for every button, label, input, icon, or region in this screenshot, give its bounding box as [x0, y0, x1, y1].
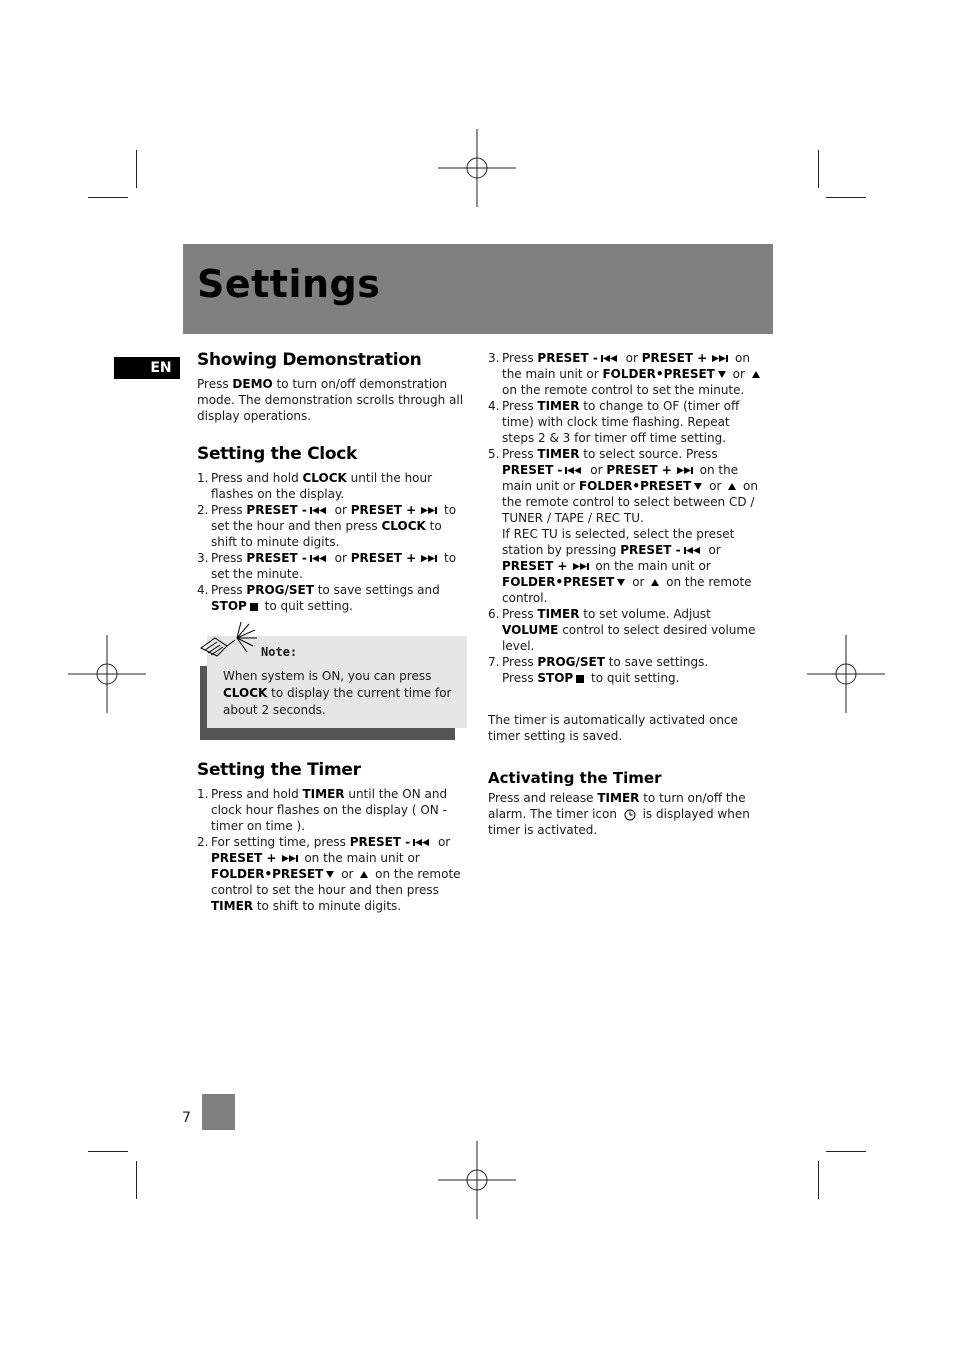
right-column	[488, 350, 763, 838]
left-column	[197, 352, 469, 914]
list-item: 2. For setting time, press PRESET - or PRESET + on the main unit or FOLDER•PRESET or on the remote control to set the hour and then press TIMER to shift to minute digits.	[197, 835, 461, 913]
up-arrow-icon	[360, 871, 368, 878]
paragraph: Press DEMO to turn on/off demonstration mode. The demonstration scrolls through all display operations.	[197, 377, 464, 423]
list-item: 1. Press and hold CLOCK until the hour flashes on the display.	[197, 471, 433, 501]
stop-icon	[576, 675, 584, 683]
skip-back-icon	[310, 507, 328, 514]
list-item: 1. Press and hold TIMER until the ON and clock hour flashes on the display ( ON - timer on time ).	[197, 787, 448, 833]
skip-forward-icon	[419, 507, 437, 514]
list-item: 3. Press PRESET - or PRESET + on the main unit or FOLDER•PRESET or on the remote control to set the minute.	[488, 350, 763, 398]
down-arrow-icon	[694, 483, 702, 490]
list-item: 5. Press TIMER to select source. Press PRESET - or PRESET + on the main unit or FOLDER•PRESET or on the remote control to select between CD / TUNER / TAPE / REC TU. If REC TU is selected, select the preset station by pressing PRESET - or PRESET + on the main unit or FOLDER•PRESET or on the remote control.	[488, 447, 758, 605]
crop-mark	[818, 150, 819, 188]
timer-auto-note: The timer is automatically activated once timer setting is saved.	[488, 713, 738, 743]
crop-mark	[818, 1161, 819, 1199]
section-heading: Setting the Clock	[197, 444, 357, 464]
list-item: 4. Press PROG/SET to save settings and STOP to quit setting.	[197, 583, 440, 613]
page-title: Settings	[197, 262, 381, 306]
registration-mark-icon	[807, 635, 885, 713]
skip-back-icon	[310, 555, 328, 562]
crop-mark	[88, 1151, 128, 1152]
section-heading: Setting the Timer	[197, 760, 361, 780]
skip-back-icon	[684, 547, 702, 554]
registration-mark-icon	[438, 1141, 516, 1219]
note-hand-icon	[197, 620, 259, 666]
section-setting-timer	[197, 762, 469, 914]
skip-forward-icon	[675, 467, 693, 474]
list-item: 2. Press PRESET - or PRESET + to set the hour and then press CLOCK to shift to minute digits.	[197, 503, 457, 549]
skip-forward-icon	[710, 355, 728, 362]
section-activating-timer	[488, 770, 763, 838]
section-heading: Showing Demonstration	[197, 350, 422, 370]
crop-mark	[88, 197, 128, 198]
language-tab: EN	[114, 357, 180, 379]
up-arrow-icon	[651, 579, 659, 586]
step-list-continued	[488, 350, 763, 686]
clock-icon	[624, 809, 636, 821]
crop-mark	[136, 150, 137, 188]
up-arrow-icon	[752, 371, 760, 378]
down-arrow-icon	[617, 579, 625, 586]
crop-mark	[826, 197, 866, 198]
list-item: 6. Press TIMER to set volume. Adjust VOLUME control to select desired volume level.	[488, 607, 756, 653]
note-box	[197, 636, 467, 740]
note-text: When system is ON, you can press CLOCK to display the current time for about 2 seconds.	[223, 669, 452, 717]
skip-forward-icon	[280, 855, 298, 862]
page-number: 7	[182, 1110, 191, 1126]
skip-forward-icon	[419, 555, 437, 562]
title-bar	[183, 244, 773, 334]
list-item: 3. Press PRESET - or PRESET + to set the minute.	[197, 551, 457, 581]
registration-mark-icon	[438, 129, 516, 207]
page-tab	[202, 1094, 235, 1130]
crop-mark	[826, 1151, 866, 1152]
skip-back-icon	[601, 355, 619, 362]
skip-back-icon	[565, 467, 583, 474]
skip-back-icon	[413, 839, 431, 846]
paragraph: Press and release TIMER to turn on/off the alarm. The timer icon is displayed when timer is activated.	[488, 791, 750, 837]
section-heading: Activating the Timer	[488, 769, 662, 787]
section-demonstration	[197, 352, 469, 424]
up-arrow-icon	[728, 483, 736, 490]
skip-forward-icon	[571, 563, 589, 570]
step-list	[197, 470, 469, 614]
section-setting-clock	[197, 446, 469, 614]
down-arrow-icon	[326, 871, 334, 878]
registration-mark-icon	[68, 635, 146, 713]
stop-icon	[250, 603, 258, 611]
crop-mark	[136, 1161, 137, 1199]
list-item: 7. Press PROG/SET to save settings. Press STOP to quit setting.	[488, 655, 709, 685]
list-item: 4. Press TIMER to change to OF (timer off time) with clock time flashing. Repeat steps 2 & 3 for timer off time setting.	[488, 399, 740, 445]
down-arrow-icon	[718, 371, 726, 378]
step-list	[197, 786, 469, 914]
note-label: Note:	[261, 645, 298, 659]
